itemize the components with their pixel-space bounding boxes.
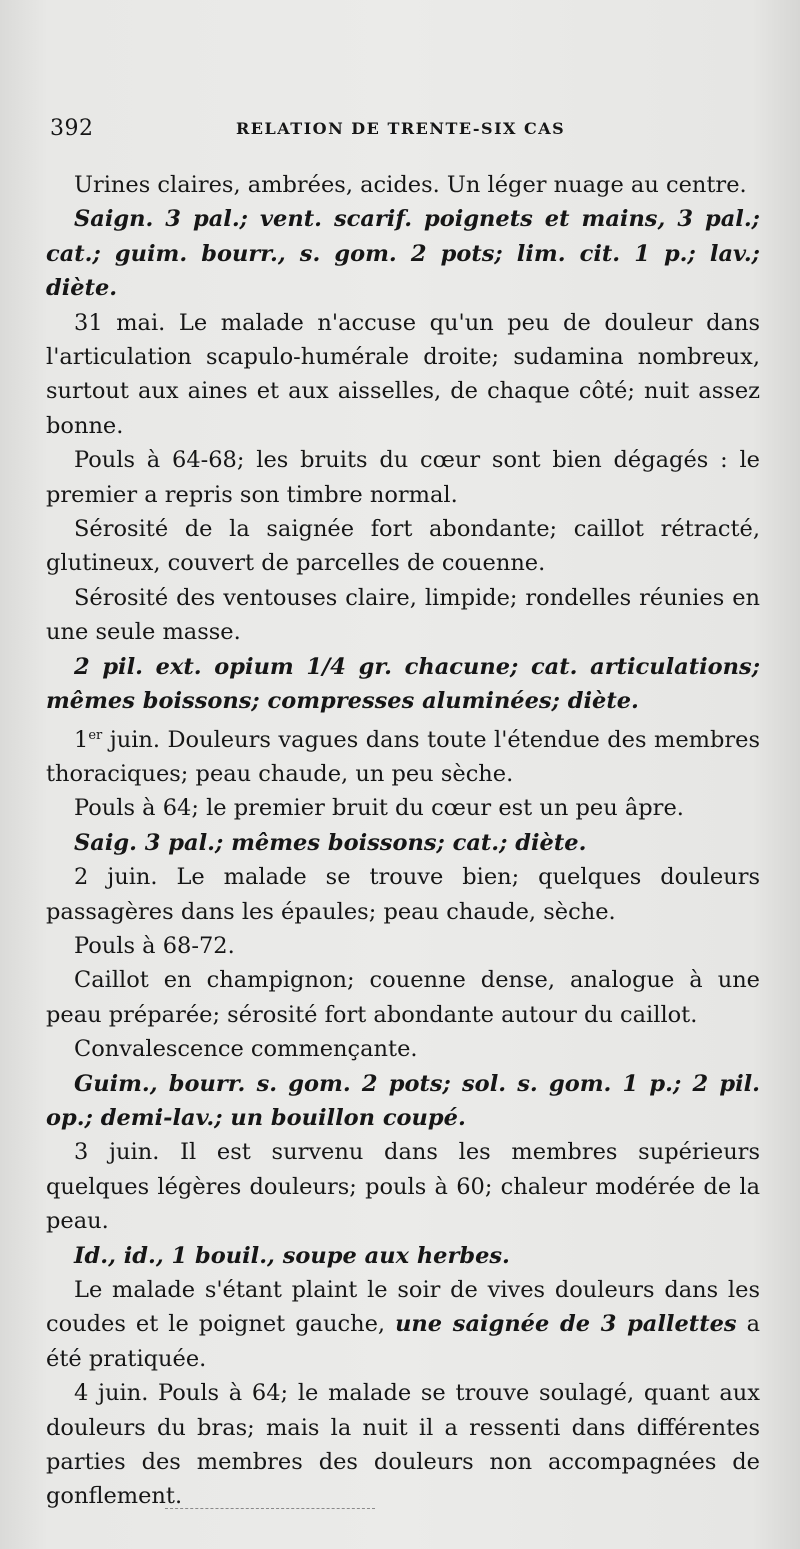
paragraph: 31 mai. Le malade n'accuse qu'un peu de douleur dans l'articulation scapulo-humérale droite; sudamina nombreux, surtout aux aines et aux aisselles, de chaque côté; nuit assez bonne. <box>46 309 760 439</box>
paragraph: Pouls à 64-68; les bruits du cœur sont bien dégagés : le premier a repris son timbre normal. <box>46 447 760 508</box>
body-text <box>46 168 760 1514</box>
paragraph-text: a été pratiquée. <box>46 1311 760 1372</box>
paragraph: 2 juin. Le malade se trouve bien; quelques douleurs passagères dans les épaules; peau chaude, sèche. <box>46 864 760 925</box>
paragraph: Sérosité des ventouses claire, limpide; rondelles réunies en une seule masse. <box>46 584 760 646</box>
paragraph <box>46 1273 760 1376</box>
date-day: 1 <box>74 726 89 753</box>
paragraph: Caillot en champignon; couenne dense, analogue à une peau préparée; sérosité fort abondante autour du caillot. <box>46 967 760 1028</box>
paragraph: Pouls à 68-72. <box>74 932 235 959</box>
emphasis-text: une saignée de 3 pallettes <box>395 1311 737 1338</box>
prescription: Id., id., 1 bouil., soupe aux herbes. <box>74 1242 510 1269</box>
prescription: Saign. 3 pal.; vent. scarif. poignets et mains, 3 pal.; cat.; guim. bourr., s. gom. 2 pots; lim. cit. 1 p.; lav.; diète. <box>46 206 760 302</box>
paragraph <box>46 719 760 792</box>
prescription: Saig. 3 pal.; mêmes boissons; cat.; diète. <box>74 829 587 856</box>
paragraph-text: Le malade s'étant plaint le soir de vives douleurs dans les coudes et le poignet gauche, <box>46 1277 760 1338</box>
paragraph: Urines claires, ambrées, acides. Un léger nuage au centre. <box>74 172 747 198</box>
running-head: RELATION DE TRENTE-SIX CAS <box>236 119 566 138</box>
paragraph-text: juin. Douleurs vagues dans toute l'étendue des membres thoraciques; peau chaude, un peu sèche. <box>46 726 760 787</box>
paragraph: Convalescence commençante. <box>74 1036 418 1063</box>
date-superscript: er <box>88 727 103 743</box>
page-number: 392 <box>50 116 94 141</box>
prescription: 2 pil. ext. opium 1/4 gr. chacune; cat. articulations; mêmes boissons; compresses aluminées; diète. <box>46 653 760 715</box>
paragraph: 4 juin. Pouls à 64; le malade se trouve soulagé, quant aux douleurs du bras; mais la nuit il a ressenti dans différentes parties des membres des douleurs non accompagnées de gonflement. <box>46 1380 760 1510</box>
paragraph: 3 juin. Il est survenu dans les membres supérieurs quelques légères douleurs; pouls à 60; chaleur modérée de la peau. <box>46 1139 760 1235</box>
paragraph: Pouls à 64; le premier bruit du cœur est un peu âpre. <box>74 795 684 822</box>
page-header <box>50 116 760 150</box>
paragraph: Sérosité de la saignée fort abondante; caillot rétracté, glutineux, couvert de parcelles de couenne. <box>46 516 760 577</box>
footer-rule <box>165 1508 375 1509</box>
prescription: Guim., bourr. s. gom. 2 pots; sol. s. gom. 1 p.; 2 pil. op.; demi-lav.; un bouillon coupé. <box>46 1070 760 1131</box>
